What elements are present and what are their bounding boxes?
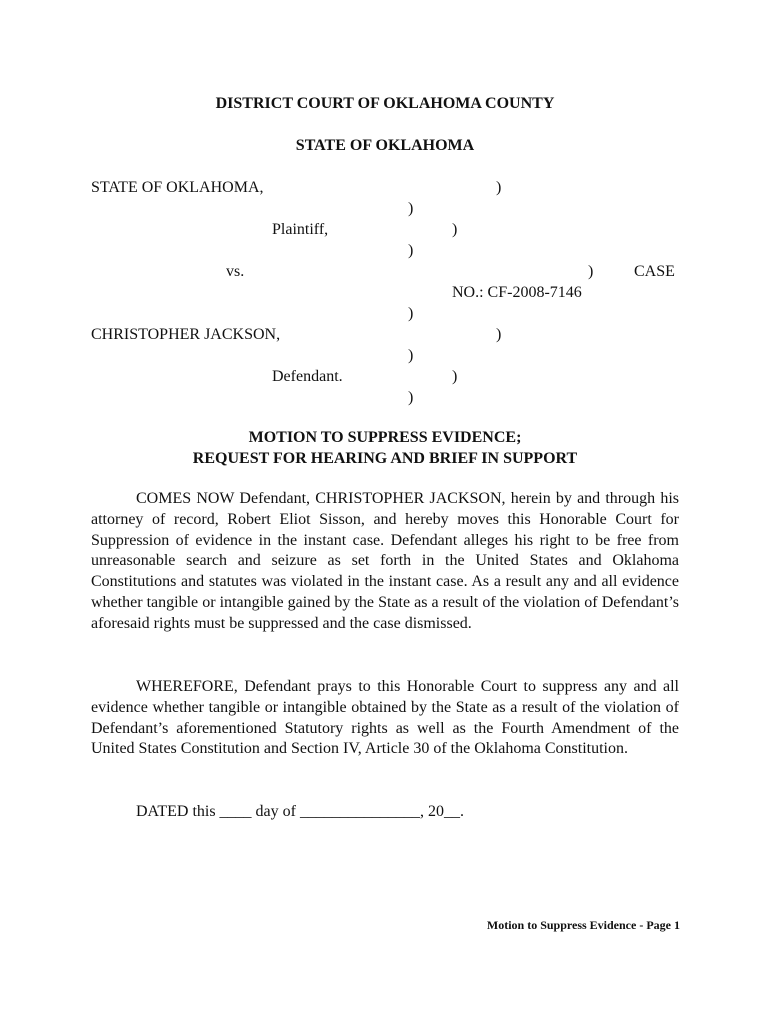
versus-label: vs. [226,263,245,280]
state-heading: STATE OF OKLAHOMA [295,137,475,154]
caption-paren: ) [408,200,414,217]
caption-paren: ) [408,347,414,364]
page-footer: Motion to Suppress Evidence - Page 1 [486,918,680,932]
caption-paren: ) [408,389,414,406]
caption-paren: ) [496,326,502,343]
dated-line: DATED this ____ day of _______________, 20__. [136,803,464,820]
court-name: DISTRICT COURT OF OKLAHOMA COUNTY [215,95,555,112]
plaintiff-role: Plaintiff, [272,221,329,238]
defendant-name: CHRISTOPHER JACKSON, [91,326,281,343]
paragraph-2-text: WHEREFORE, Defendant prays to this Honorable Court to suppress any and all evidence whether tangible or intangible obtained by the State as a result of the violation of Defendant’s aforementioned Statutory rights as well as the Fourth Amendment of the United States Constitution and Section IV, Article 30 of the Oklahoma Constitution. [91,678,679,758]
motion-subtitle: REQUEST FOR HEARING AND BRIEF IN SUPPORT [192,450,578,467]
case-number: NO.: CF-2008-7146 [452,284,582,301]
body-paragraph-1 [91,489,679,635]
caption-paren: ) [452,368,458,385]
body-paragraph-2 [91,677,679,760]
case-label: CASE [634,263,675,280]
caption-paren: ) [408,242,414,259]
defendant-role: Defendant. [272,368,343,385]
caption-paren: ) [408,305,414,322]
paragraph-1-text: COMES NOW Defendant, CHRISTOPHER JACKSON, herein by and through his attorney of record, Robert Eliot Sisson, and hereby moves this Honorable Court for Suppression of evidence in the instant case. Defendant alleges his right to be free from unreasonable search and seizure as set forth in the United States and Oklahoma Constitutions and statutes was violated in the instant case. As a result any and all evidence whether tangible or intangible gained by the State as a result of the violation of Defendant’s aforesaid rights must be suppressed and the case dismissed. [91,490,679,632]
motion-title: MOTION TO SUPPRESS EVIDENCE; [248,429,522,446]
caption-paren: ) [496,179,502,196]
caption-paren: ) [452,221,458,238]
plaintiff-name: STATE OF OKLAHOMA, [91,179,264,196]
caption-paren: ) [588,263,594,280]
